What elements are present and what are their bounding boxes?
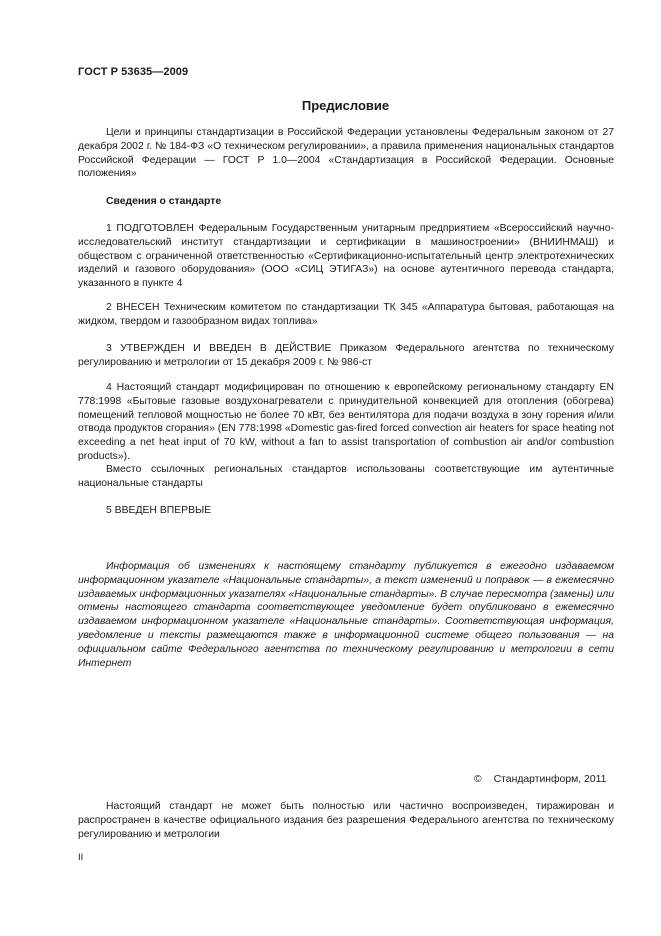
- copyright-symbol: ©: [474, 774, 482, 785]
- item-5-text: 5 ВВЕДЕН ВПЕРВЫЕ: [106, 505, 212, 516]
- reproduction-notice-text: Настоящий стандарт не может быть полностью или частично воспроизведен, тиражирован и распространен в качестве официального издания без разрешения Федерального агентства по техническому регулированию и метрологии: [78, 801, 614, 840]
- info-notice-paragraph: [78, 560, 614, 670]
- item-3-paragraph: [78, 342, 614, 370]
- copyright-text: Стандартинформ, 2011: [493, 774, 607, 785]
- item-1-paragraph: [78, 222, 614, 291]
- item-3-text: 3 УТВЕРЖДЕН И ВВЕДЕН В ДЕЙСТВИЕ Приказом Федерального агентства по техническому регулированию и метрологии от 15 декабря 2009 г. № 986-ст: [78, 343, 614, 368]
- intro-text: Цели и принципы стандартизации в Российской Федерации установлены Федеральным законом от 27 декабря 2002 г. № 184-ФЗ «О техническом регулировании», а правила применения национальных стандартов Российской Федерации — ГОСТ Р 1.0—2004 «Стандартизация в Российской Федерации. Основные положения»: [78, 127, 614, 180]
- info-notice-text: Информация об изменениях к настоящему стандарту публикуется в ежегодно издаваемом информационном указателе «Национальные стандарты», а текст изменений и поправок — в ежемесячно издаваемых информационных указателях «Национальные стандарты». В случае пересмотра (замены) или отмены настоящего стандарта соответствующее уведомление будет опубликовано в ежемесячно издаваемом информационном указателе «Национальные стандарты». Соответствующая информация, уведомление и тексты размещаются также в информационной системе общего пользования — на официальном сайте Федерального агентства по техническому регулированию и метрологии в сети Интернет: [78, 561, 614, 669]
- intro-paragraph: [78, 126, 614, 181]
- item-2-text: 2 ВНЕСЕН Техническим комитетом по стандартизации ТК 345 «Аппаратура бытовая, работающая на жидком, твердом и газообразном видах топлива»: [78, 302, 614, 327]
- item-4-note-paragraph: [78, 463, 614, 491]
- item-2-paragraph: [78, 301, 614, 329]
- page-number: II: [78, 852, 84, 863]
- copyright-line: [474, 774, 606, 785]
- page-title: Предисловие: [301, 98, 390, 113]
- item-5-paragraph: [78, 504, 614, 518]
- item-4-text: 4 Настоящий стандарт модифицирован по отношению к европейскому региональному стандарту EN 778:1998 «Бытовые газовые воздухонагреватели с принудительной конвекцией для отопления (обогрева) помещений тепловой мощностью не более 70 кВт, без вентилятора для подачи воздуха в зону горения и/или отвода продуктов сгорания» (EN 778:1998 «Domestic gas-fired forced convection air heaters for space heating not exceeding a net heat input of 70 kW, without a fan to assist transportation of combustion air and/or combustion products»).: [78, 382, 614, 462]
- section-heading: Сведения о стандарте: [106, 196, 222, 207]
- item-1-text: 1 ПОДГОТОВЛЕН Федеральным Государственным унитарным предприятием «Всероссийский научно-исследовательский институт стандартизации и сертификации в машиностроении» (ВНИИНМАШ) и обществом с ограниченной ответственностью «Сертификационно-испытательный центр электротехнических изделий и газового оборудования» (ООО «СИЦ ЭТИГАЗ») на основе аутентичного перевода стандарта, указанного в пункте 4: [78, 223, 614, 290]
- item-4-note-text: Вместо ссылочных региональных стандартов использованы соответствующие им аутентичные национальные стандарты: [78, 464, 614, 489]
- reproduction-notice-paragraph: [78, 800, 614, 841]
- standard-code-header: ГОСТ Р 53635—2009: [78, 66, 189, 78]
- item-4-paragraph: [78, 381, 614, 464]
